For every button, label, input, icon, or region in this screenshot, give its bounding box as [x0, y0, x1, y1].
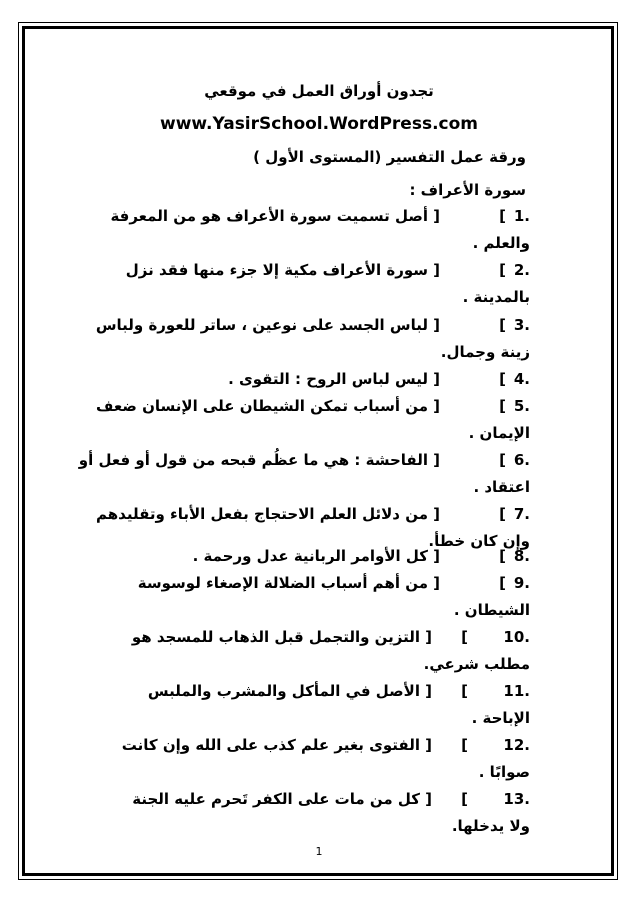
- question-statement-continued: اعتقاد .: [473, 478, 530, 496]
- question-item: [90, 682, 530, 734]
- question-number: 10.: [503, 628, 530, 646]
- question-number: 8.: [513, 547, 530, 565]
- answer-bracket-close[interactable]: ]: [433, 505, 440, 523]
- question-item: [90, 628, 530, 680]
- surah-heading: سورة الأعراف :: [409, 181, 526, 199]
- question-number: 7.: [513, 505, 530, 523]
- answer-bracket-open[interactable]: [: [499, 547, 506, 565]
- question-statement-continued: الشيطان .: [453, 601, 530, 619]
- question-statement-continued: بالمدينة .: [462, 288, 530, 306]
- question-statement-continued: مطلب شرعي.: [423, 655, 530, 673]
- question-statement: كل من مات على الكفر تَحرم عليه الجنة: [132, 790, 420, 808]
- answer-bracket-open[interactable]: [: [499, 316, 506, 334]
- question-item: [90, 207, 530, 259]
- answer-bracket-close[interactable]: ]: [433, 261, 440, 279]
- question-statement: من دلائل العلم الاحتجاج بفعل الأباء وتقليدهم: [96, 505, 428, 523]
- question-statement: الفاحشة : هي ما عظُم قبحه من قول أو فعل أو: [78, 451, 428, 469]
- question-statement: من أسباب تمكن الشيطان على الإنسان ضعف: [96, 397, 428, 415]
- question-number: 11.: [503, 682, 530, 700]
- question-statement: الأصل في المأكل والمشرب والملبس: [147, 682, 420, 700]
- answer-bracket-close[interactable]: ]: [433, 397, 440, 415]
- site-url: www.YasirSchool.WordPress.com: [159, 114, 479, 134]
- answer-bracket-close[interactable]: ]: [425, 736, 432, 754]
- question-number: 9.: [513, 574, 530, 592]
- answer-bracket-open[interactable]: [: [499, 370, 506, 388]
- answer-bracket-open[interactable]: [: [499, 451, 506, 469]
- question-item: [78, 451, 530, 503]
- question-statement-continued: الإيمان .: [468, 424, 530, 442]
- question-statement: التزين والتجمل قبل الذهاب للمسجد هو: [131, 628, 420, 646]
- answer-bracket-close[interactable]: ]: [433, 207, 440, 225]
- site-notice: تجدون أوراق العمل في موقعي: [204, 82, 434, 100]
- question-number: 13.: [503, 790, 530, 808]
- question-number: 12.: [503, 736, 530, 754]
- answer-bracket-open[interactable]: [: [499, 261, 506, 279]
- question-item: [90, 736, 530, 788]
- question-statement-continued: وإن كان خطأ.: [428, 532, 530, 550]
- question-statement: أصل تسميت سورة الأعراف هو من المعرفة: [110, 207, 428, 225]
- answer-bracket-open[interactable]: [: [461, 736, 468, 754]
- question-statement-continued: ولا يدخلها.: [451, 817, 530, 835]
- worksheet-title: ورقة عمل التفسير (المستوى الأول ): [253, 148, 526, 166]
- question-statement: كل الأوامر الربانية عدل ورحمة .: [192, 547, 428, 565]
- question-number: 4.: [513, 370, 530, 388]
- answer-bracket-open[interactable]: [: [499, 505, 506, 523]
- answer-bracket-close[interactable]: ]: [433, 316, 440, 334]
- answer-bracket-open[interactable]: [: [499, 397, 506, 415]
- question-statement: ليس لباس الروح : التقوى .: [228, 370, 428, 388]
- answer-bracket-open[interactable]: [: [499, 207, 506, 225]
- question-item: [90, 574, 530, 626]
- answer-bracket-close[interactable]: ]: [433, 451, 440, 469]
- answer-bracket-open[interactable]: [: [461, 682, 468, 700]
- answer-bracket-close[interactable]: ]: [425, 682, 432, 700]
- question-number: 3.: [513, 316, 530, 334]
- question-number: 5.: [513, 397, 530, 415]
- page-number: 1: [315, 845, 323, 858]
- question-statement-continued: والعلم .: [472, 234, 530, 252]
- answer-bracket-open[interactable]: [: [461, 790, 468, 808]
- question-statement: لباس الجسد على نوعين ، ساتر للعورة ولباس: [95, 316, 428, 334]
- question-statement: سورة الأعراف مكية إلا جزء منها فقد نزل: [125, 261, 428, 279]
- answer-bracket-close[interactable]: ]: [433, 574, 440, 592]
- question-number: 6.: [513, 451, 530, 469]
- question-item: [90, 261, 530, 313]
- answer-bracket-close[interactable]: ]: [433, 370, 440, 388]
- question-statement-continued: الإباحة .: [471, 709, 530, 727]
- question-statement: من أهم أسباب الضلالة الإصغاء لوسوسة: [137, 574, 428, 592]
- question-item: [90, 316, 530, 368]
- answer-bracket-close[interactable]: ]: [433, 547, 440, 565]
- question-item: [90, 397, 530, 449]
- question-statement-continued: صوابًا .: [478, 763, 530, 781]
- question-number: 1.: [513, 207, 530, 225]
- answer-bracket-close[interactable]: ]: [425, 790, 432, 808]
- answer-bracket-open[interactable]: [: [499, 574, 506, 592]
- question-item: [90, 790, 530, 842]
- question-number: 2.: [513, 261, 530, 279]
- question-statement: الفتوى بغير علم كذب على الله وإن كانت: [121, 736, 420, 754]
- answer-bracket-close[interactable]: ]: [425, 628, 432, 646]
- question-statement-continued: زينة وجمال.: [440, 343, 530, 361]
- answer-bracket-open[interactable]: [: [461, 628, 468, 646]
